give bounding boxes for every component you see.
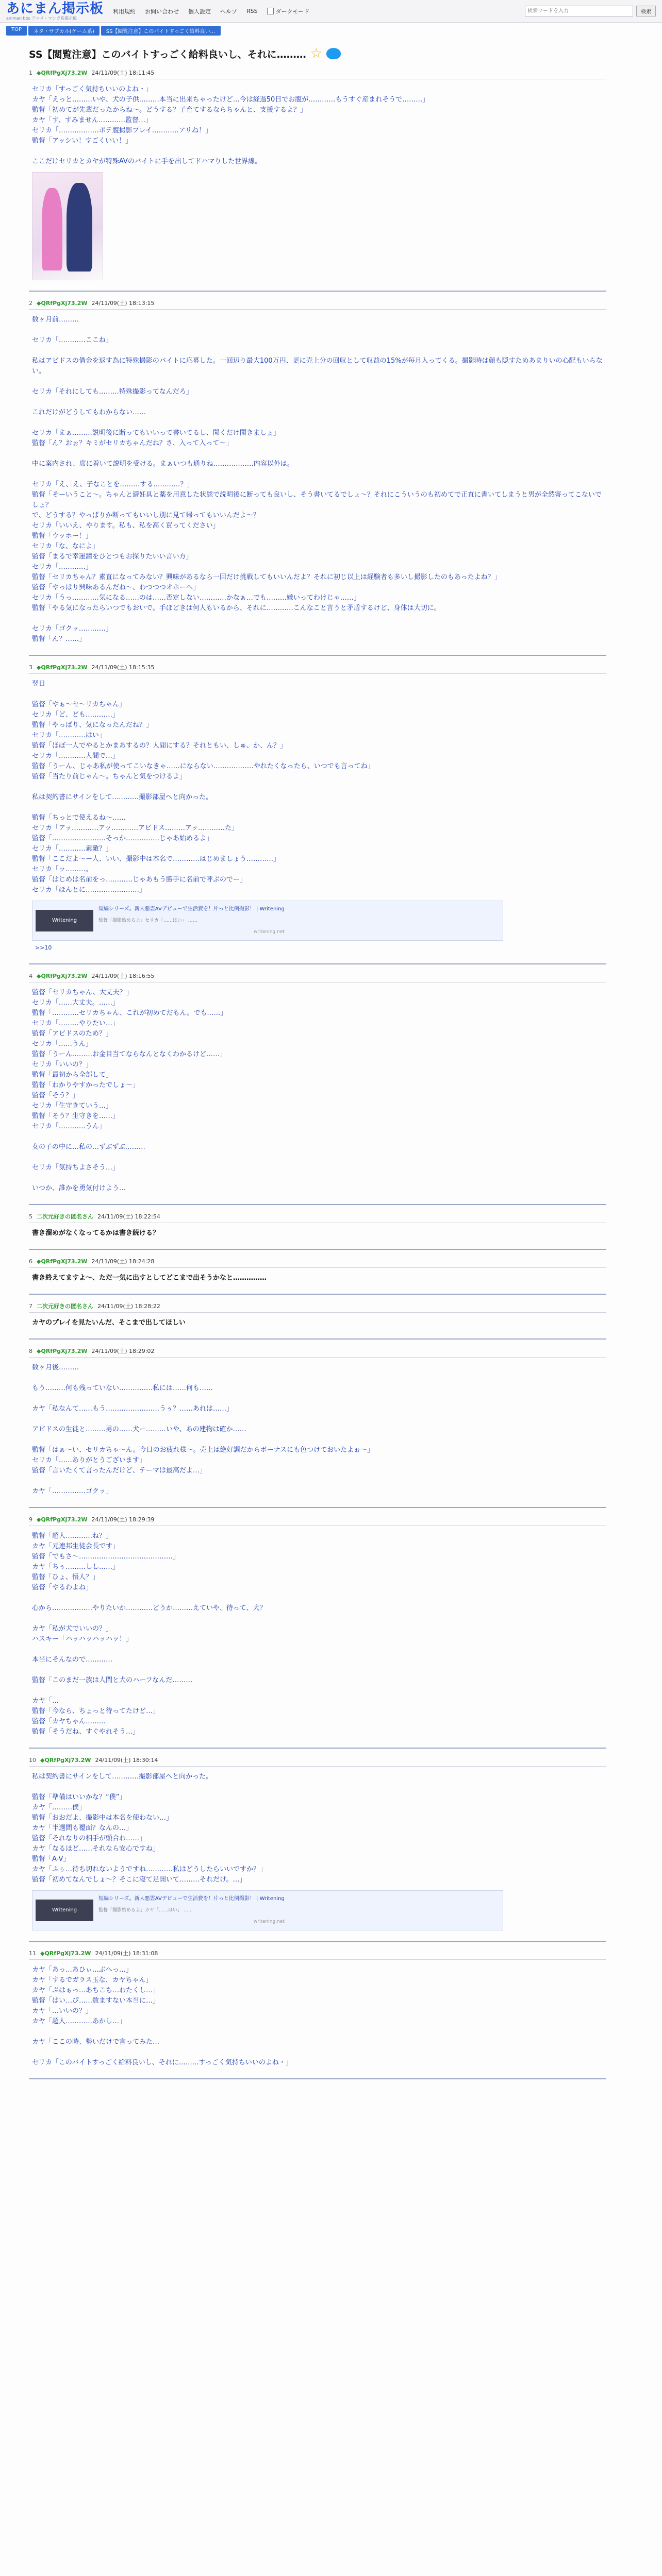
post-separator [29, 1507, 606, 1508]
link-card-info [98, 1894, 285, 1927]
post-line: 監督「そーいうこと～。ちゃんと避妊具と薬を用意した状態で説明後に断っても良いし、そう書いてるでしょ～？それにこういうのも初めてで正直に書いてしまうと男が全然寄ってこないでしょ？ [32, 491, 602, 509]
post-number[interactable]: 8 [29, 1347, 32, 1354]
link-card-url: writening.net [253, 929, 285, 935]
post-line: 数ヶ月後……… [32, 1364, 79, 1371]
post-line: 監督「カヤちゃん……… [32, 1718, 106, 1725]
post-line: 中に案内され、席に着いて説明を受ける。まぁいつも通りね………………内容以外は。 [32, 460, 294, 468]
post-line: 監督「言いたくて言ったんだけど、テーマは最高だよ…」 [32, 1467, 207, 1475]
poster-name: ◆QRfPgXj73.2W [37, 69, 88, 76]
post-line: 監督「うーん、じゃあ私が使ってこいなきゃ……にならない………………やれたくなったら、いつでも言ってね」 [32, 762, 374, 770]
post-line: これだけがどうしてもわからない…… [32, 409, 146, 416]
post-line: セリカ「ほんとに……………………」 [32, 886, 146, 894]
post-line: セリカ「うっ…………気になる……のは……否定しない…………かなぁ…でも………嫌いってわけじゃ……」 [32, 594, 360, 602]
post-header [29, 1212, 606, 1223]
post-body [29, 1268, 606, 1290]
favorite-star-icon[interactable]: ☆ [310, 46, 323, 61]
post-line: 女の子の中に…私の…ずぶずぶ……… [32, 1143, 145, 1151]
post-number[interactable]: 5 [29, 1213, 32, 1220]
post-line: セリカ「な、なによ」 [32, 543, 99, 550]
post-line: もう………何も残っていない……………私には……何も…… [32, 1384, 213, 1392]
post-body [29, 1358, 606, 1503]
post-number[interactable]: 11 [29, 1950, 36, 1957]
post-line: 私はアビドスの借金を返す為に特殊撮影のバイトに応募した。一回辺り最大100万円、更に売上分の回収として収益の15%が毎月入ってくる。撮影時は顔も隠すためあまりいの心配もいらない。 [32, 357, 603, 375]
post-date: 24/11/09(土) 18:24:28 [91, 1258, 155, 1265]
poster-name: ◆QRfPgXj73.2W [40, 1950, 91, 1957]
post-separator [29, 1338, 606, 1340]
post-line [32, 1435, 603, 1445]
post-line: カヤ「なるほど……それなら安心ですね」 [32, 1845, 160, 1853]
post [29, 299, 606, 656]
post-line: セリカ「アッ…………アッ…………アビドス………アッ…………た」 [32, 824, 239, 832]
search-input[interactable] [525, 6, 633, 17]
post-body [29, 79, 606, 286]
poster-name: ◆QRfPgXj73.2W [37, 1347, 88, 1354]
post-line: 監督「当たり前じゃん～。ちゃんと気をつけるよ」 [32, 773, 187, 781]
post-line [32, 1414, 603, 1425]
logo-subtitle: animan bbs アニメ・マンガ系掲示板 [6, 15, 77, 21]
post-line [32, 1686, 603, 1696]
post-separator [29, 1748, 606, 1749]
post-number[interactable]: 4 [29, 972, 32, 979]
post-line [32, 1394, 603, 1404]
post-separator [29, 1204, 606, 1205]
post [29, 972, 606, 1205]
link-card-desc: 監督「撮影始めるよ」セリカ「……はい」 …… [98, 918, 197, 923]
post-line [32, 1614, 603, 1624]
post-line: ハスキー「ハッハッハッハッ！」 [32, 1635, 133, 1643]
post-line [32, 1173, 603, 1183]
post [29, 1949, 606, 2079]
post-line: 監督「やるわよね」 [32, 1584, 93, 1591]
post [29, 663, 606, 964]
post-line: 監督「ちっとで使えるね～…… [32, 814, 126, 822]
post-line: 監督「やっぱり、気になったんだね？」 [32, 721, 153, 729]
post-line: セリカ「ゴクッ…………」 [32, 625, 112, 633]
post-line: アビドスの生徒と………男の……犬ー………いや、あの建物は確か…… [32, 1426, 246, 1433]
post [29, 1257, 606, 1295]
post-number[interactable]: 9 [29, 1516, 32, 1523]
post-line: セリカ「………………ボテ腹撮影プレイ…………アリね！」 [32, 127, 212, 134]
post-line: セリカ「いいの？」 [32, 1061, 92, 1069]
post-header [29, 1347, 606, 1358]
post-line: セリカ「ど、ども…………」 [32, 711, 119, 719]
post-body [29, 1223, 606, 1245]
dark-mode-checkbox[interactable] [267, 8, 274, 14]
breadcrumb-board[interactable]: ネタ・サブカル(ゲーム系) [28, 26, 100, 36]
post-line: 監督「セリカちゃん、大丈夫？」 [32, 989, 133, 996]
post-header [29, 1756, 606, 1767]
post-line: 監督「ひょ、悟人？」 [32, 1573, 100, 1581]
breadcrumb-thread[interactable]: SS【閲覧注意】このバイトすっごく給料良い… [101, 26, 221, 36]
post-line: 監督「ウッホー！」 [32, 532, 92, 540]
post-line [32, 377, 603, 387]
post-line: セリカ「…………」 [32, 563, 92, 571]
post-separator [29, 1941, 606, 1942]
post-line [32, 689, 603, 700]
poster-name: ◆QRfPgXj73.2W [40, 1756, 91, 1764]
post-header [29, 1302, 606, 1313]
post-body [29, 1767, 606, 1937]
post [29, 1347, 606, 1508]
post-line [32, 346, 603, 356]
reply-link[interactable]: >>10 [35, 944, 52, 951]
post-line: セリカ「…………素敵？」 [32, 845, 112, 853]
post-line: カヤ「するでガラス玉な、カヤちゃん」 [32, 1976, 153, 1984]
link-card-title[interactable]: 短編シリーズ。新人悪霊AVデビューで生活費を！片っと比例撮影！ | Writening [98, 906, 285, 912]
post-line: 私は契約書にサインをして…………撮影部屋へと向かった。 [32, 793, 213, 801]
post-line: カヤ「えっと………いや、犬の子供………本当に出来ちゃったけど…今は経過50日でお腹が…………もうすぐ産まれそうで………」 [32, 96, 429, 104]
post-line: カヤ「超人…………あかし…」 [32, 2018, 126, 2025]
post-line: 翌日 [32, 680, 46, 688]
link-card[interactable] [32, 901, 503, 941]
character-dark [67, 183, 92, 272]
post-line: ここだけセリカとカヤが特殊AVのバイトに手を出してドハマりした世界線。 [32, 158, 262, 165]
post-line: 監督「ん？……」 [32, 635, 86, 643]
post-date: 24/11/09(土) 18:13:15 [91, 300, 155, 307]
post-header [29, 1257, 606, 1268]
top-bar [0, 0, 662, 23]
poster-name: ◆QRfPgXj73.2W [37, 972, 88, 979]
post-line: セリカ「気持ちよさそう…」 [32, 1164, 119, 1172]
header-nav [113, 7, 309, 15]
post [29, 1302, 606, 1340]
post-date: 24/11/09(土) 18:15:35 [91, 664, 155, 671]
post-date: 24/11/09(土) 18:29:02 [91, 1348, 155, 1354]
post-line: 本当にそんなので………… [32, 1656, 113, 1664]
post-line: セリカ「それにしても………特殊撮影ってなんだろ」 [32, 388, 193, 396]
post-line: 私は契約書にサインをして…………撮影部屋へと向かった。 [32, 1773, 213, 1781]
twitter-share-icon[interactable] [326, 48, 341, 59]
post [29, 69, 606, 292]
post-line [32, 1476, 603, 1486]
post-line [32, 614, 603, 624]
post-line: カヤ「半週間も覆面？なんの…」 [32, 1824, 133, 1832]
poster-name: 二次元好きの匿名さん [37, 1213, 93, 1220]
post-line [32, 397, 603, 408]
post-line [32, 1153, 603, 1163]
post-line [32, 469, 603, 480]
post-line: カヤ「……………ゴクッ」 [32, 1487, 113, 1495]
thread-title: SS【閲覧注意】このバイトすっごく給料良いし、それに……… [29, 48, 306, 60]
post-line: カヤ「元連邦生徒会長です」 [32, 1543, 120, 1550]
post-number[interactable]: 3 [29, 664, 32, 671]
post-separator [29, 2078, 606, 2079]
post-body [29, 1526, 606, 1743]
breadcrumb [0, 23, 662, 39]
post-date: 24/11/09(土) 18:31:08 [95, 1950, 158, 1957]
post-header [29, 1515, 606, 1526]
post-line [32, 1132, 603, 1142]
post-line: 数ヶ月前……… [32, 316, 79, 324]
nav-settings[interactable]: 個人設定 [188, 8, 211, 15]
post-line: 監督「でもさ～……………………………………」 [32, 1553, 180, 1561]
search-button[interactable]: 検索 [636, 6, 656, 16]
post-line: で、どうする？やっぱりか断ってもいいし別に見て帰ってもいいんだよ～？ [32, 512, 260, 519]
nav-rss[interactable]: RSS [246, 8, 258, 14]
post-body [29, 982, 606, 1200]
post-line: セリカ「……うん」 [32, 1040, 92, 1048]
link-card-url: writening.net [253, 1919, 285, 1924]
post-line: 監督「セリカちゃん？素直になってみない？興味があるなら一回だけ挑戦してもいいんだよ？それに初じ以上は経験者も多いし撮影したのもあったよね？」 [32, 573, 501, 581]
post-line: セリカ「…………うん」 [32, 1123, 106, 1130]
post-line: 監督「はじめは名前をっ…………じゃあもう勝手に名前で呼ぶのでー」 [32, 876, 247, 884]
post-line: 監督「そうだね、すぐやれそう…」 [32, 1728, 140, 1736]
post-date: 24/11/09(土) 18:29:39 [91, 1516, 155, 1523]
post-line: 監督「初めてなんでしょ～？そこに寝て足開いて………それだけ。…」 [32, 1876, 246, 1884]
post-line: カヤ「私が犬でいいの？」 [32, 1625, 113, 1633]
post-line: 監督「やっぱり興味あるんだね～、わつつつオホーへ」 [32, 584, 200, 591]
post-line: 監督「やぁ～セ〜リカちゃん」 [32, 701, 126, 708]
search-area [525, 6, 656, 17]
link-card[interactable] [32, 1890, 503, 1930]
post-line: 監督「初めてが先輩だったからね～。どうする？子育てするならちゃんと、支援するよ？」 [32, 106, 307, 114]
post-date: 24/11/09(土) 18:16:55 [91, 973, 155, 979]
post-line: セリカ「いいえ、やります。私も、私を高く買ってください」 [32, 522, 220, 530]
post-line: セリカ「ッ………。 [32, 866, 92, 873]
post-separator [29, 1249, 606, 1250]
post-line: 監督「今なら、ちょっと待ってたけど…」 [32, 1707, 160, 1715]
post-separator [29, 655, 606, 656]
post-line: セリカ「まぁ………説明後に断ってもいいって書いてるし、聞くだけ聞きましょ」 [32, 429, 280, 437]
post-line: カヤ「ここの時、勢いだけで言ってみた… [32, 2038, 160, 2046]
post-line: 書き終えてますよ～、ただ一気に出すとしてどこまで出そうかなと…………… [32, 1274, 267, 1282]
post [29, 1212, 606, 1250]
post-line: 監督「うーん………お金目当てならなんとなくわかるけど……」 [32, 1050, 227, 1058]
poster-name: ◆QRfPgXj73.2W [37, 299, 88, 307]
nav-terms[interactable]: 利用規約 [113, 8, 136, 15]
post-line: 監督「アッシい！すごくいい！」 [32, 137, 133, 145]
post-separator [29, 291, 606, 292]
post-line [32, 2027, 603, 2037]
post-line: カヤ「ぷはぁっ…あちこち…わたくし…」 [32, 1987, 160, 1994]
post-number[interactable]: 10 [29, 1756, 36, 1764]
post-line: 監督「……………………そっか……………じゃあ始めるよ」 [32, 835, 213, 842]
post-date: 24/11/09(土) 18:28:22 [97, 1303, 160, 1310]
post-line: 監督「…………セリカちゃん、これが初めてだもん。でも……」 [32, 1009, 227, 1017]
post-line [32, 1665, 603, 1675]
link-card-thumbnail: Writening [36, 1900, 93, 1921]
post-line: セリカ「すっごく気持ちいいのよね・」 [32, 86, 153, 93]
post-header [29, 663, 606, 674]
post-line [32, 418, 603, 428]
post-number[interactable]: 7 [29, 1302, 32, 1310]
post-date: 24/11/09(土) 18:11:45 [91, 70, 155, 76]
post-line [32, 449, 603, 459]
post-line [32, 803, 603, 813]
post-number[interactable]: 6 [29, 1258, 32, 1265]
post-line: セリカ「…………ここね」 [32, 336, 112, 344]
post-header [29, 1949, 606, 1960]
post-line: 監督「準備はいいかな？“僕”」 [32, 1793, 126, 1801]
post-line: カヤ「あっ…あひぃ…ぶへっ…」 [32, 1966, 133, 1974]
poster-name: ◆QRfPgXj73.2W [37, 1258, 88, 1265]
post-list [0, 69, 662, 2079]
post-header [29, 972, 606, 982]
post-header [29, 69, 606, 79]
post-line: 監督「おおだよ、撮影中は本名を使わない…」 [32, 1814, 173, 1822]
post-line: セリカ「………やりたい…」 [32, 1020, 119, 1027]
character-pink [42, 188, 62, 270]
post-line: カヤ「私なんて……もう……………………うぅ？……あれは……」 [32, 1405, 234, 1413]
post-line: セリカ「……大丈夫。……」 [32, 999, 119, 1007]
poster-name: ◆QRfPgXj73.2W [37, 664, 88, 671]
link-card-info [98, 904, 285, 937]
post-separator [29, 963, 606, 964]
post-line: カヤ「ふぅ…待ち切れないようですね…………私はどうしたらいいですか？」 [32, 1866, 267, 1873]
post-number[interactable]: 2 [29, 299, 32, 307]
post-line [32, 1645, 603, 1655]
post-line: 監督「超人…………ね？」 [32, 1532, 113, 1540]
post-line [32, 2047, 603, 2058]
post-line: セリカ「生守きていう…」 [32, 1102, 112, 1110]
nav-contact[interactable]: お問い合わせ [145, 8, 179, 15]
post-date: 24/11/09(土) 18:30:14 [95, 1757, 158, 1764]
post-line: カヤ「す、すみません…………監督…」 [32, 116, 152, 124]
post-line [32, 1593, 603, 1603]
post-body [29, 1313, 606, 1334]
post-line: 監督「はぁ～い、セリカちゃ～ん。今日のお疲れ様～。売上は絶好調だからボーナスにも色つけておいたよぉ～」 [32, 1446, 374, 1454]
post-line [32, 1373, 603, 1383]
post-line [32, 782, 603, 792]
post-line: 監督「アビドスのため？」 [32, 1030, 112, 1038]
post-line: 監督「やる気になったらいつでもおいで。手ほどきは何人もいるから、それに…………こんなこと言うと矛盾するけど、身体は大切に。 [32, 604, 441, 612]
post-line: セリカ「このバイトすっごく給料良いし、それに………すっごく気持ちいいのよね・」 [32, 2059, 292, 2066]
post [29, 1756, 606, 1942]
post-line: いつか、誰かを勇気付けよう… [32, 1184, 126, 1192]
post-line: 監督「まるで幸運鐘をひとつもお探りたいい言い方」 [32, 553, 193, 561]
post-line: 監督「ん？おぉ？キミがセリカちゃんだね？さ、入って入って～」 [32, 439, 233, 447]
thread-title-row [29, 46, 662, 61]
post-line: 心から………………やりたいか…………どうか………えていや、待って、犬？ [32, 1604, 267, 1612]
post-number[interactable]: 1 [29, 69, 32, 76]
post-line [32, 1782, 603, 1792]
post-line [32, 325, 603, 335]
post-body [29, 310, 606, 651]
post-line: セリカ「……ありがとうございます」 [32, 1456, 146, 1464]
post-line: セリカ「…………はい」 [32, 732, 106, 739]
post-image[interactable] [32, 172, 103, 280]
post-line: セリカ「…………人間で…」 [32, 752, 119, 760]
post-line: 監督「それなりの相手が頭合わ……」 [32, 1835, 146, 1842]
link-card-thumbnail: Writening [36, 910, 93, 931]
site-logo[interactable] [6, 2, 104, 21]
post-line: セリカ「え、え、子なことを………する…………？」 [32, 481, 194, 488]
post-date: 24/11/09(土) 18:22:54 [97, 1213, 160, 1220]
post-line: 監督「ここだよ～ー人、いい、撮影中は本名で…………はじめましょう…………」 [32, 855, 280, 863]
poster-name: 二次元好きの匿名さん [37, 1303, 93, 1310]
post-line: カヤ「………僕」 [32, 1804, 86, 1811]
post-body [29, 1960, 606, 2074]
post-line: 監督「このまだ一族は人間と犬のハーフなんだ……… [32, 1676, 193, 1684]
link-card-title[interactable]: 短編シリーズ。新人悪霊AVデビューで生活費を！片っと比例撮影！ | Writening [98, 1896, 285, 1902]
post [29, 1515, 606, 1749]
post-line: カヤ「ちぅ………しし……」 [32, 1563, 120, 1571]
post-separator [29, 1294, 606, 1295]
post-line [32, 146, 603, 157]
post-line: 監督「そう？生守きを……」 [32, 1112, 120, 1120]
logo-text[interactable]: あにまん掲示板 [6, 1, 104, 16]
post-line: 監督「そう？」 [32, 1092, 79, 1099]
dark-mode-toggle[interactable] [267, 7, 310, 15]
post-line: 監督「最初から全部して」 [32, 1071, 113, 1079]
post-body [29, 674, 606, 959]
dark-mode-label: ダークモード [275, 8, 310, 15]
post-line: 監督「ほぼ一人でやるとかまあするの？人間にする？それともい、しゅ、か、ん？」 [32, 742, 287, 750]
post-line: 監督「A-V」 [32, 1855, 70, 1863]
breadcrumb-top[interactable]: TOP [6, 26, 27, 36]
post-line: カヤのプレイを見たいんだ、そこまで出してほしい [32, 1319, 186, 1327]
nav-help[interactable]: ヘルプ [220, 8, 238, 15]
post-line: カヤ「… [32, 1697, 59, 1705]
post-line: 監督「はい…ぴ……数ますない本当に…」 [32, 1997, 160, 2005]
poster-name: ◆QRfPgXj73.2W [37, 1516, 88, 1523]
post-line: 監督「わかりやすかったでしょ～」 [32, 1081, 140, 1089]
post-line: カヤ「…いいの？」 [32, 2007, 93, 2015]
post-header [29, 299, 606, 310]
post-line: 書き溜めがなくなってるかは書き続ける？ [32, 1229, 160, 1237]
link-card-desc: 監督「撮影始めるよ」カヤ「……はい」 …… [98, 1908, 193, 1913]
